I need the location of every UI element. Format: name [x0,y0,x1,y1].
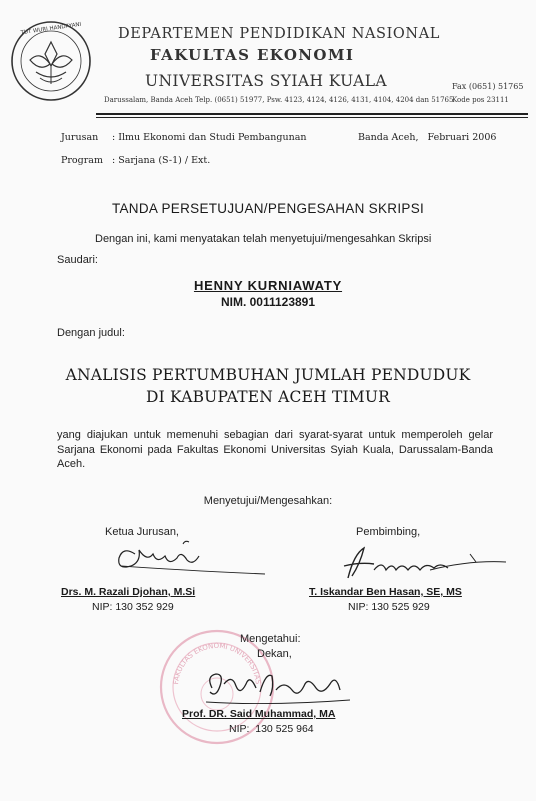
dekan-role: Dekan, [257,648,292,660]
approval-label: Menyetujui/Mengesahkan: [203,495,333,507]
pembimbing-role: Pembimbing, [356,526,421,538]
ketua-nip: NIP: 130 352 929 [92,601,174,613]
pembimbing-name: T. Iskandar Ben Hasan, SE, MS [309,586,462,598]
dekan-name: Prof. DR. Said Muhammad, MA [182,708,336,720]
intro-line-1: Dengan ini, kami menyatakan telah menyetujui/mengesahkan Skripsi [95,233,432,245]
ketua-role: Ketua Jurusan, [105,526,179,538]
thesis-title-line-2: DI KABUPATEN ACEH TIMUR [145,388,391,406]
pembimbing-nip: NIP: 130 525 929 [348,601,430,613]
ketua-signature [95,536,295,586]
faculty-name: FAKULTAS EKONOMI [150,46,355,64]
place-date: Banda Aceh, Februari 2006 [358,132,497,143]
student-name-text: HENNY KURNIAWATY [193,278,343,293]
jurusan-value: : Ilmu Ekonomi dan Studi Pembangunan [112,132,307,143]
fax-number: Fax (0651) 51765 [452,82,524,91]
intro-line-2: Saudari: [57,254,98,266]
mengetahui-label: Mengetahui: [240,633,301,645]
dekan-signature [200,662,360,710]
logo-text: TUT WURI HANDAYANI [20,21,82,37]
postal-code: Kode pos 23111 [452,96,509,104]
pembimbing-signature [330,540,510,585]
student-nim: NIM. 0011123891 [220,295,316,309]
address-line: Darussalam, Banda Aceh Telp. (0651) 51977, Psw. 4123, 4124, 4126, 4131, 4104, 4204 dan 51765 [104,96,454,104]
program-value: : Sarjana (S-1) / Ext. [112,155,211,166]
header-rule-thick [96,113,528,115]
document-title: TANDA PERSETUJUAN/PENGESAHAN SKRIPSI [111,201,425,216]
header-rule-thin [96,117,528,118]
stamp-text: FAKULTAS EKONOMI UNIVERSITAS [172,641,262,685]
thesis-title-line-1: ANALISIS PERTUMBUHAN JUMLAH PENDUDUK [65,366,471,384]
program-label: Program [61,155,103,166]
student-name [0,278,536,293]
university-name: UNIVERSITAS SYIAH KUALA [145,72,388,90]
dekan-nip: NIP: 130 525 964 [229,723,314,735]
purpose-paragraph: yang diajukan untuk memenuhi sebagian dari syarat-syarat untuk memperoleh gelar Sarjana Ekonomi pada Fakultas Ekonomi Universitas Syiah Kuala, Darussalam-Banda Aceh. [57,429,493,470]
ministry-name: DEPARTEMEN PENDIDIKAN NASIONAL [118,26,440,42]
ketua-name: Drs. M. Razali Djohan, M.Si [61,586,196,598]
judul-label: Dengan judul: [57,327,125,339]
jurusan-label: Jurusan [61,132,99,143]
